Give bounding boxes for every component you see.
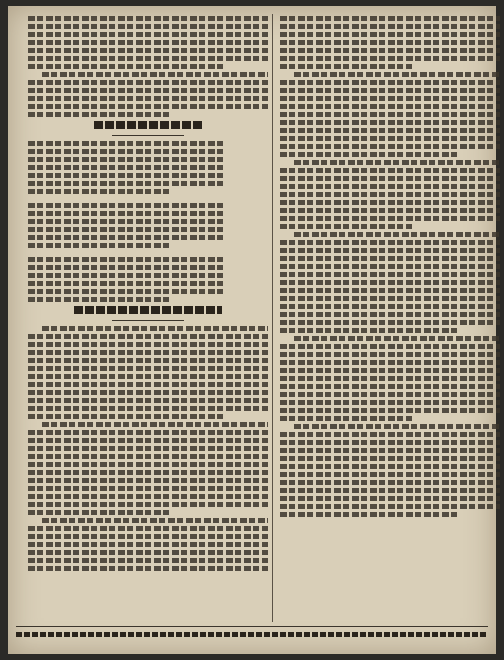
poem-author-line bbox=[112, 135, 184, 136]
right-column bbox=[280, 16, 500, 520]
article-author-line bbox=[112, 320, 184, 321]
right-column-text bbox=[280, 16, 500, 517]
intro-text bbox=[28, 16, 268, 117]
poem-title bbox=[94, 121, 202, 129]
imprint-footer bbox=[16, 626, 488, 641]
article-title bbox=[74, 306, 223, 314]
newspaper-page bbox=[8, 6, 496, 654]
left-column bbox=[28, 16, 268, 574]
article-body bbox=[28, 326, 268, 571]
column-divider bbox=[272, 14, 273, 622]
poem-body bbox=[28, 141, 268, 302]
